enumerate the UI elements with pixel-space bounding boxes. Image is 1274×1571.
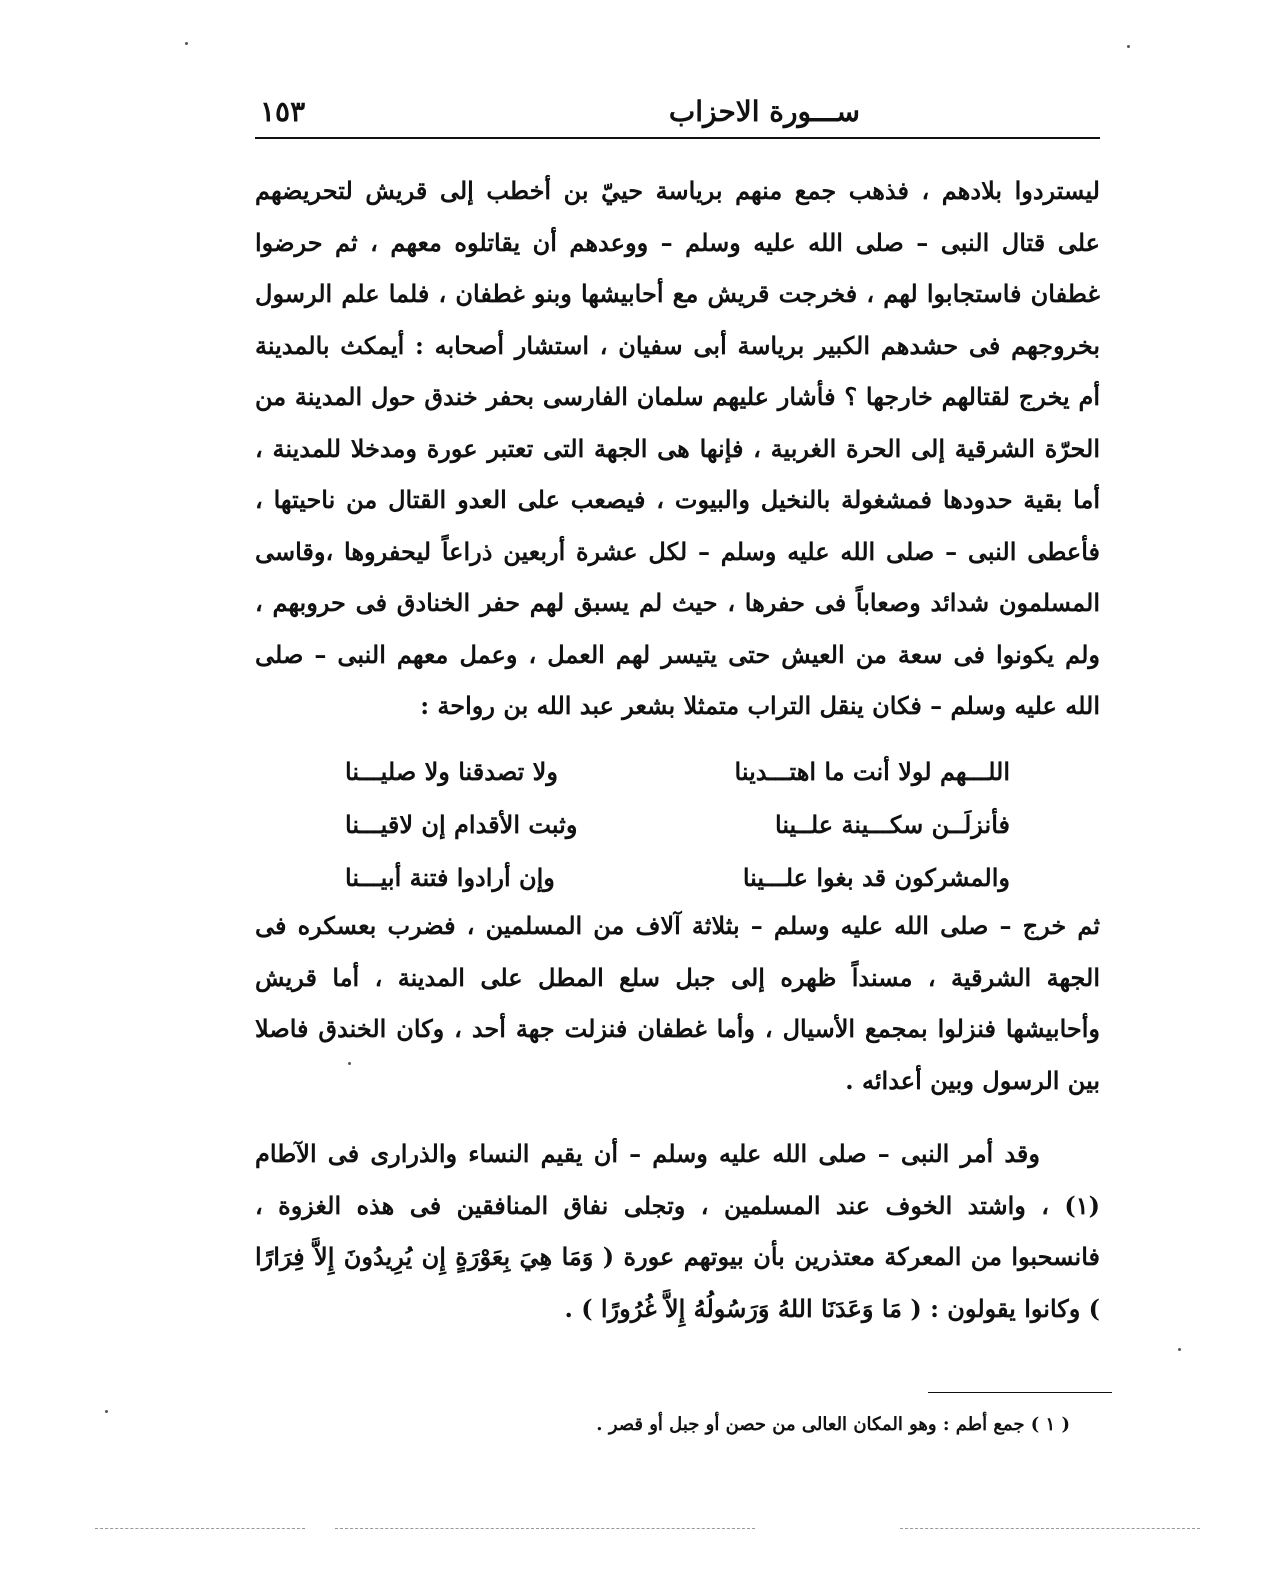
footnote: ( ١ ) جمع أطم : وهو المكان العالى من حصن أو جبل أو قصر . — [596, 1414, 1070, 1435]
paragraph-2: ثم خرج – صلى الله عليه وسلم – بثلاثة آلاف من المسلمين ، فضرب بعسكره فى الجهة الشرقية ، مسنداً ظهره إلى جبل سلع المطل على المدينة ، أما قريش وأحابيشها فنزلوا بمجمع الأسيال ، وأما غطفان فنزلت جهة أحد ، وكان الخندق فاصلا بين الرسول وبين أعدائه . — [255, 911, 1101, 1095]
paragraph-1: ليستردوا بلادهم ، فذهب جمع منهم برياسة حييّ بن أخطب إلى قريش لتحريضهم على قتال النبى – صلى الله عليه وسلم – ووعدهم أن يقاتلوه معهم ، ثم حرضوا غطفان فاستجابوا لهم ، فخرجت قريش مع أحابيشها وبنو غطفان ، فلما علم الرسول بخروجهم فى حشدهم الكبير برياسة أبى سفيان ، استشار أصحابه : أيمكث بالمدينة أم يخرج لقتالهم خارجها ؟ فأشار عليهم سلمان الفارسى بحفر خندق حول المدينة من الحرّة الشرقية إلى الحرة الغربية ، فإنها هى الجهة التى تعتبر عورة ومدخلا للمدينة ، أما بقية حدودها فمشغولة بالنخيل والبيوت ، فيصعب على العدو القتال من ناحيتها ، فأعطى النبى – صلى الله عليه وسلم – لكل عشرة أربعين ذراعاً ليحفروها ،وقاسى المسلمون شدائد وصعاباً فى حفرها ، حيث لم يسبق لهم حفر الخنادق فى حروبهم ، ولم يكونوا فى سعة من العيش حتى يتيسر لهم العمل ، وعمل معهم النبى – صلى الله عليه وسلم – فكان ينقل التراب متمثلا بشعر عبد الله بن رواحة : — [255, 176, 1100, 720]
poem-line — [345, 798, 1010, 851]
poem-line — [345, 851, 1010, 904]
chapter-title: ســـورة الاحزاب — [668, 95, 860, 128]
scan-speck — [348, 1062, 351, 1065]
poem-second-hemistich: ولا تصدقنا ولا صليـــنا — [345, 757, 558, 786]
scan-speck — [1127, 45, 1130, 48]
scan-speck — [185, 42, 188, 45]
poem-first-hemistich: فأنزلَــن سكـــينة علــينا — [775, 810, 1010, 839]
scan-artifact-line — [335, 1528, 755, 1529]
scan-artifact-line — [900, 1528, 1200, 1529]
poem-second-hemistich: وإن أرادوا فتنة أبيـــنا — [345, 863, 555, 892]
scan-speck — [1178, 1348, 1181, 1351]
poem-line — [345, 745, 1010, 798]
poem-first-hemistich: والمشركون قد بغوا علـــينا — [742, 863, 1010, 892]
page-number: ١٥٣ — [260, 95, 306, 128]
poem-second-hemistich: وثبت الأقدام إن لاقيـــنا — [345, 810, 578, 839]
header-divider — [255, 137, 1100, 139]
page-header — [255, 95, 1100, 135]
paragraph-3: وقد أمر النبى – صلى الله عليه وسلم – أن يقيم النساء والذرارى فى الآطام (١) ، واشتد الخوف عند المسلمين ، وتجلى نفاق المنافقين فى هذه الغزوة ، فانسحبوا من المعركة معتذرين بأن بيوتهم عورة ( وَمَا هِيَ بِعَوْرَةٍ إِن يُرِيدُونَ إِلاَّ فِرَارًا ) وكانوا يقولون : ( مَا وَعَدَنَا اللهُ وَرَسُولُهُ إِلاَّ غُرُورًا ) . — [255, 1139, 1100, 1323]
footnote-divider — [928, 1392, 1112, 1393]
poem-first-hemistich: اللـــهم لولا أنت ما اهتـــدينا — [734, 757, 1010, 786]
poem — [345, 745, 1010, 904]
scan-artifact-line — [95, 1528, 305, 1529]
scan-speck — [105, 1410, 108, 1413]
